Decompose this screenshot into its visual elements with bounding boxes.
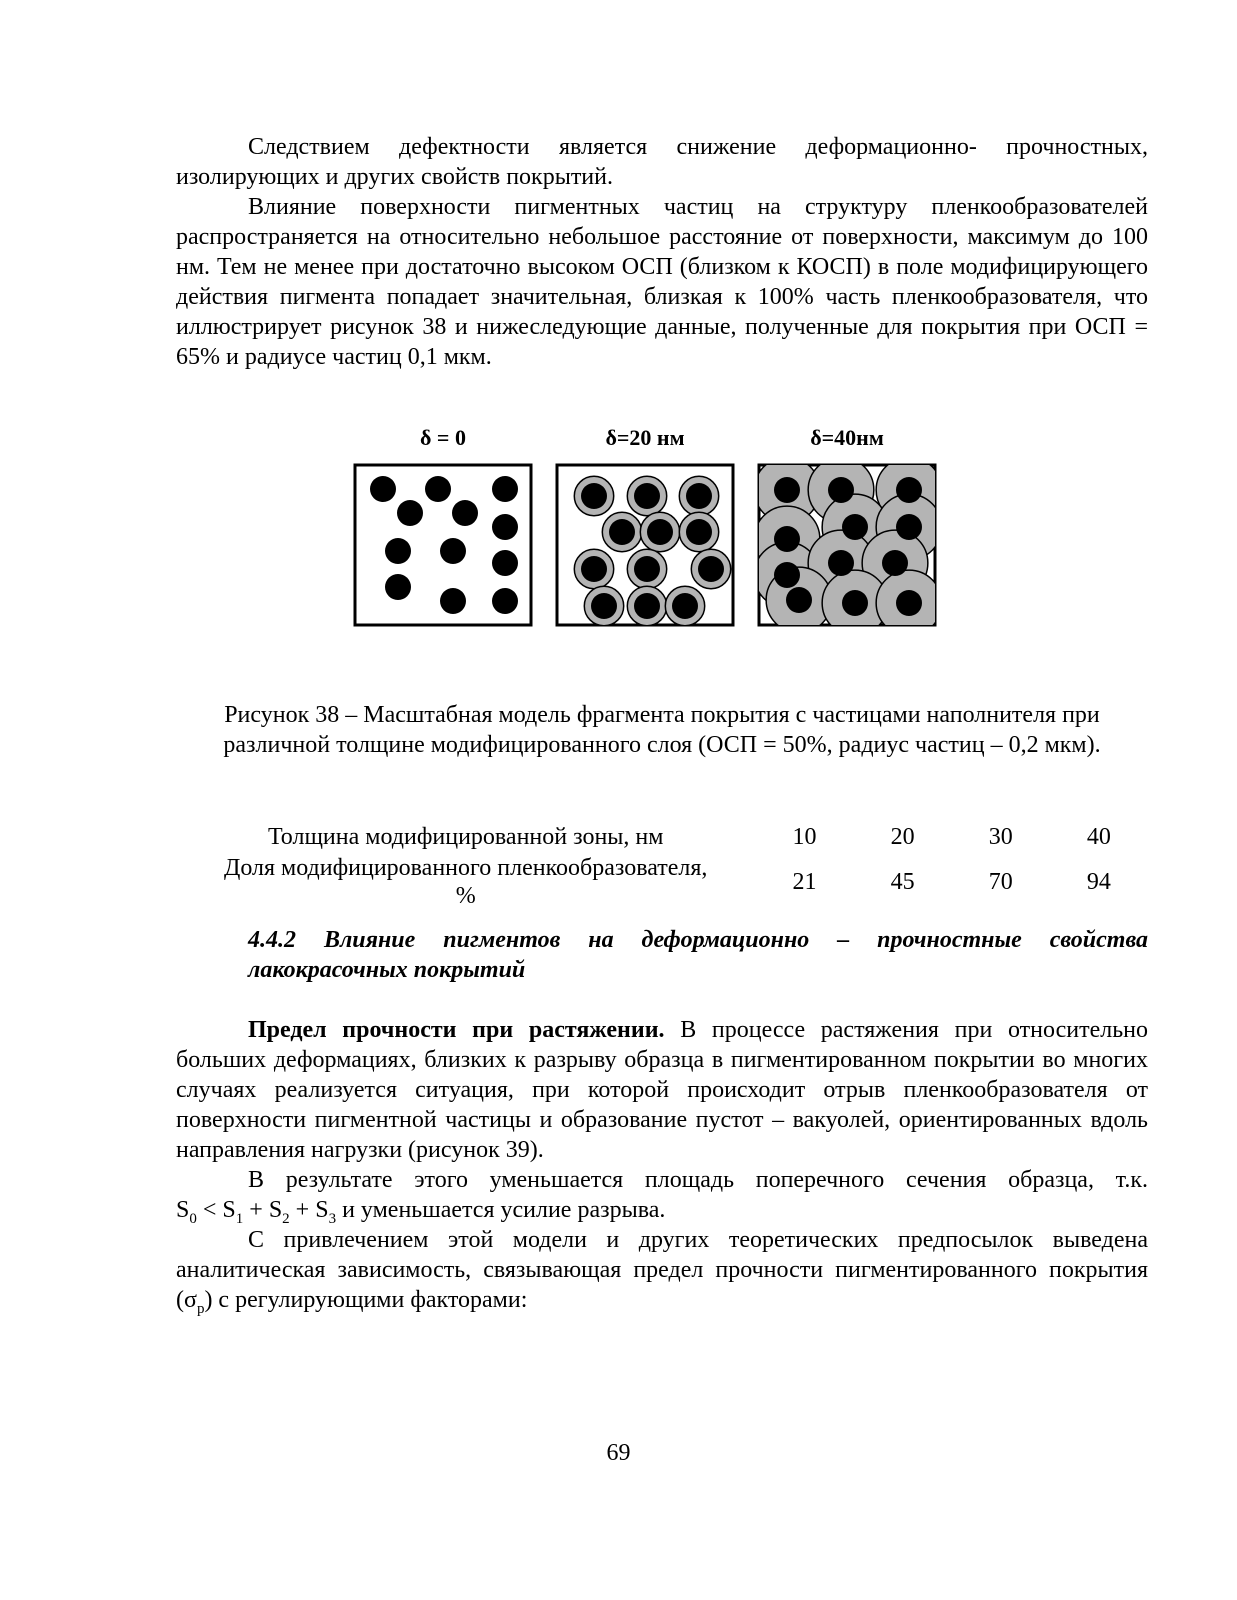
paragraph-defects: Следствием дефектности является снижение деформационно- прочностных, изолирующих и других свойств покрытий. <box>176 134 1148 190</box>
table-cell: 21 <box>792 869 817 895</box>
section-heading: 4.4.2 Влияние пигментов на деформационно – прочностные свойства лакокрасочных покрытий <box>248 927 1148 983</box>
pigment-particle <box>397 500 423 526</box>
pigment-particle <box>774 477 800 503</box>
pigment-particle <box>492 514 518 540</box>
paragraph-cross-section <box>176 1165 1148 1225</box>
pigment-particle <box>440 538 466 564</box>
figure-caption: Рисунок 38 – Масштабная модель фрагмента покрытия с частицами наполнителя при различной толщине модифицированного слоя (ОСП = 50%, радиус частиц – 0,2 мкм). <box>223 702 1101 758</box>
strength-text <box>176 1015 1148 1315</box>
panel-label: δ=20 нм <box>605 425 685 450</box>
table-cell: 94 <box>1086 869 1111 895</box>
modified-zone-table <box>176 820 1148 910</box>
pigment-particle <box>492 550 518 576</box>
pigment-particle <box>492 588 518 614</box>
pigment-particle <box>385 574 411 600</box>
pigment-particle <box>634 556 660 582</box>
pigment-particle <box>896 590 922 616</box>
pigment-particle <box>385 538 411 564</box>
panel-label: δ = 0 <box>420 425 466 450</box>
pigment-particle <box>828 477 854 503</box>
pigment-particle <box>774 526 800 552</box>
paragraph-text: С привлечением этой модели и других теоретических предпосылок выведена аналитическая зависимость, связывающая предел прочности пигментированного покрытия ( <box>176 1227 1148 1313</box>
table-row-label: Доля модифицированного пленкообразователя, % <box>223 855 708 909</box>
pigment-particle <box>581 483 607 509</box>
area-formula: $S_0 < S_1 + S_2 + S_3$ <box>176 1197 337 1227</box>
pigment-particle <box>672 593 698 619</box>
pigment-particle <box>686 483 712 509</box>
pigment-particle <box>370 476 396 502</box>
intro-text <box>176 132 1148 372</box>
pigment-particle <box>686 519 712 545</box>
pigment-particle <box>774 562 800 588</box>
pigment-particle <box>581 556 607 582</box>
pigment-particle <box>842 514 868 540</box>
pigment-particle <box>828 550 854 576</box>
paragraph-text: ) с регулирующими факторами: <box>204 1287 528 1313</box>
pigment-particle <box>609 519 635 545</box>
table-cell: 40 <box>1086 824 1111 850</box>
page-number: 69 <box>606 1440 631 1466</box>
pigment-particle <box>698 556 724 582</box>
paragraph-text: В процессе растяжения при относительно больших деформациях, близких к разрыву образца в пигментированном покрытии во многих случаях реализуется ситуация, при которой происходит отрыв пленкообразователя от поверхности пигментной частицы и образование пустот – вакуолей, ориентированных вдоль направления нагрузки (рисунок 39). <box>176 1017 1148 1163</box>
table-cell: 30 <box>988 824 1013 850</box>
pigment-particle <box>896 514 922 540</box>
pigment-particle <box>634 483 660 509</box>
pigment-particle <box>591 593 617 619</box>
sigma-symbol: σ <box>184 1287 197 1313</box>
pigment-particle <box>647 519 673 545</box>
table-cell: 10 <box>792 824 817 850</box>
table-row-label: Толщина модифицированной зоны, нм <box>267 824 664 850</box>
pigment-particle <box>896 477 922 503</box>
table-cell: 45 <box>890 869 915 895</box>
pigment-particle <box>882 550 908 576</box>
figure-38 <box>340 425 980 645</box>
pigment-particle <box>452 500 478 526</box>
paragraph-text: В результате этого уменьшается площадь поперечного сечения образца, т.к. <box>248 1167 1148 1193</box>
table-cell: 20 <box>890 824 915 850</box>
pigment-particle <box>425 476 451 502</box>
panel-label: δ=40нм <box>810 425 884 450</box>
pigment-particle <box>842 590 868 616</box>
sigma-subscript: р <box>196 1300 205 1317</box>
pigment-particle <box>786 587 812 613</box>
table-cell: 70 <box>988 869 1013 895</box>
table-row <box>176 854 1148 910</box>
paragraph-text: и уменьшается усилие разрыва. <box>336 1197 666 1223</box>
paragraph-surface-influence: Влияние поверхности пигментных частиц на структуру пленкообразователей распространяется на относительно небольшое расстояние от поверхности, максимум до 100 нм. Тем не менее при достаточно высоком ОСП (близком к КОСП) в поле модифицирующего действия пигмента попадает значительная, близкая к 100% часть пленкообразователя, что иллюстрирует рисунок 38 и нижеследующие данные, полученные для покрытия при ОСП = 65% и радиусе частиц 0,1 мкм. <box>176 194 1148 370</box>
paragraph-analytical-dependence <box>176 1225 1148 1315</box>
pigment-particle <box>440 588 466 614</box>
table-row <box>176 820 1148 854</box>
paragraph-tensile-strength <box>176 1015 1148 1165</box>
pigment-particle <box>492 476 518 502</box>
pigment-particle <box>634 593 660 619</box>
bold-lead: Предел прочности при растяжении. <box>248 1017 665 1043</box>
